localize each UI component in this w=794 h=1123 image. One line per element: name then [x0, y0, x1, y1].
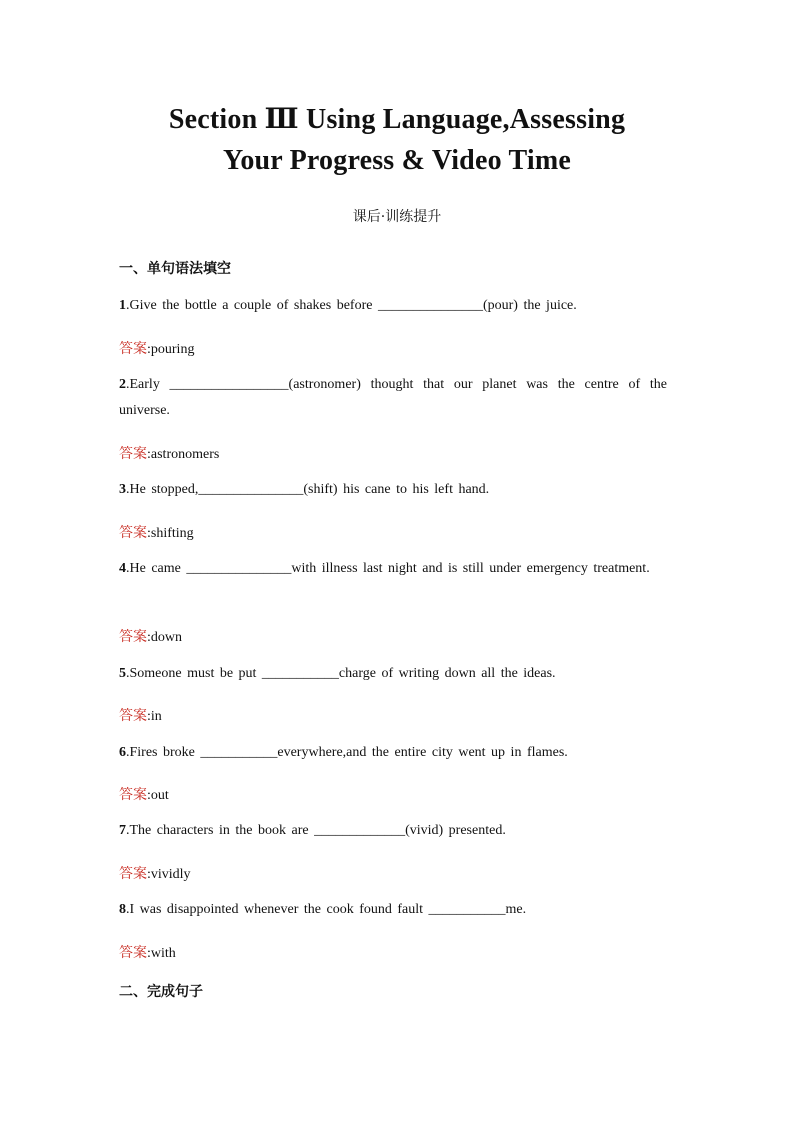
question-number: 3: [119, 482, 126, 497]
question-text: .The characters in the book are _____________(vivid) presented.: [126, 823, 506, 838]
answer-label: 答案: [119, 787, 147, 803]
answer-label: 答案: [119, 708, 147, 724]
answer-label: 答案: [119, 629, 147, 645]
answer-text: :shifting: [147, 526, 194, 541]
question-number: 5: [119, 666, 126, 681]
question-item: [119, 897, 667, 923]
answer-label: 答案: [119, 341, 147, 357]
question-text: .Fires broke ___________everywhere,and the entire city went up in flames.: [126, 745, 568, 760]
answer-text: :in: [147, 709, 162, 724]
answer-line: [119, 942, 176, 962]
answer-text: :astronomers: [147, 447, 220, 462]
section-heading-grammar-fill: 一、单句语法填空: [119, 261, 231, 277]
answer-text: :out: [147, 788, 169, 803]
answer-label: 答案: [119, 945, 147, 961]
question-number: 8: [119, 902, 126, 917]
section-heading-complete-sentences: 二、完成句子: [119, 984, 203, 1000]
question-item: [119, 372, 667, 424]
answer-text: :down: [147, 630, 182, 645]
question-number: 6: [119, 745, 126, 760]
page-title-line2: Your Progress & Video Time: [223, 145, 571, 176]
question-item: [119, 293, 667, 319]
answer-label: 答案: [119, 525, 147, 541]
answer-text: :with: [147, 946, 176, 961]
question-number: 2: [119, 377, 126, 392]
question-item: [119, 477, 667, 503]
question-text: .He came _______________with illness last night and is still under emergency treatment.: [126, 561, 650, 576]
answer-text: :pouring: [147, 342, 195, 357]
answer-line: [119, 863, 191, 883]
answer-label: 答案: [119, 446, 147, 462]
page-subtitle: 课后·训练提升: [352, 209, 442, 225]
answer-line: [119, 522, 194, 542]
page-title-line1: Section Ⅲ Using Language,Assessing: [168, 104, 626, 135]
answer-line: [119, 338, 194, 358]
question-item: [119, 556, 667, 582]
question-text: .Give the bottle a couple of shakes before _______________(pour) the juice.: [126, 298, 577, 313]
question-text: .He stopped,_______________(shift) his cane to his left hand.: [126, 482, 490, 497]
question-item: [119, 661, 667, 687]
question-text: .Someone must be put ___________charge of writing down all the ideas.: [126, 666, 556, 681]
answer-label: 答案: [119, 866, 147, 882]
answer-text: :vividly: [147, 867, 191, 882]
question-number: 7: [119, 823, 126, 838]
question-number: 4: [119, 561, 126, 576]
answer-line: [119, 443, 219, 463]
answer-line: [119, 705, 162, 725]
question-text: .Early _________________(astronomer) thought that our planet was the centre of the universe.: [119, 377, 667, 418]
question-item: [119, 740, 667, 766]
question-text: .I was disappointed whenever the cook found fault ___________me.: [126, 902, 527, 917]
question-item: [119, 818, 667, 844]
answer-line: [119, 784, 169, 804]
question-number: 1: [119, 298, 126, 313]
answer-line: [119, 626, 182, 646]
